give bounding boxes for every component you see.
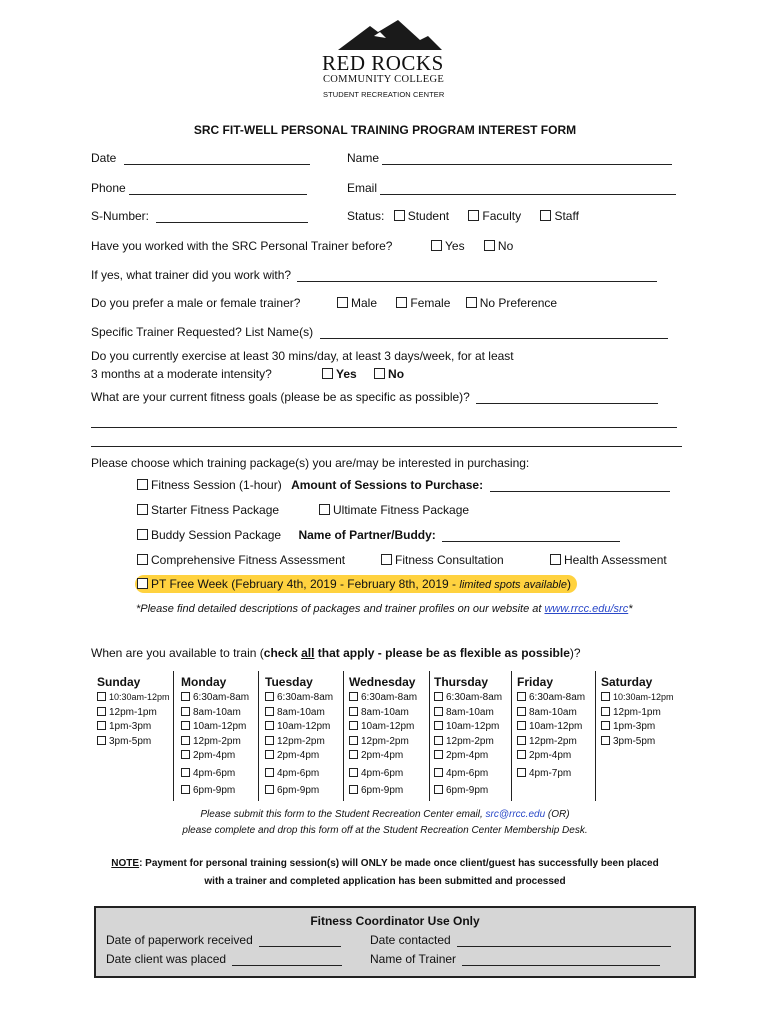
slot-checkbox[interactable] <box>265 736 274 745</box>
note-line1-text: : Payment for personal training session(s) will ONLY be made once client/guest has successfully been placed <box>139 858 659 869</box>
exercise-no-label: No <box>388 367 405 381</box>
day-column-thursday <box>434 675 502 800</box>
ultimate-checkbox[interactable] <box>319 504 330 515</box>
goals-row <box>91 390 658 404</box>
slot-checkbox[interactable] <box>349 768 358 777</box>
slot-checkbox[interactable] <box>434 768 443 777</box>
slot-label: 1pm-3pm <box>109 721 152 732</box>
slot-checkbox[interactable] <box>517 736 526 745</box>
slot-checkbox[interactable] <box>434 721 443 730</box>
status-row <box>347 209 579 223</box>
goals-question: What are your current fitness goals (please be as specific as possible)? <box>91 390 470 404</box>
package-fitness-session-row <box>137 478 670 492</box>
submit-line1-end: (OR) <box>545 809 570 820</box>
status-student-checkbox[interactable] <box>394 210 405 221</box>
slot-label: 4pm-6pm <box>446 767 489 779</box>
slot-label: 6:30am-8am <box>193 692 250 703</box>
slot-label: 12pm-1pm <box>613 706 661 718</box>
packages-note-prefix: *Please find detailed descriptions of packages and trainer profiles on our website at <box>136 603 545 615</box>
slot-label: 2pm-4pm <box>277 750 320 761</box>
exercise-line2: 3 months at a moderate intensity? <box>91 367 272 381</box>
slot-checkbox[interactable] <box>181 707 190 716</box>
consultation-checkbox[interactable] <box>381 554 392 565</box>
availability-table <box>93 669 679 801</box>
slot-label: 4pm-7pm <box>529 767 572 779</box>
status-faculty-label: Faculty <box>482 209 522 223</box>
packages-note <box>136 603 633 615</box>
worked-yes-checkbox[interactable] <box>431 240 442 251</box>
amount-label: Amount of Sessions to Purchase: <box>291 478 484 492</box>
slot-checkbox[interactable] <box>601 707 610 716</box>
day-name: Sunday <box>97 675 141 689</box>
placed-field[interactable] <box>232 953 342 966</box>
slot-label: 3pm-5pm <box>613 735 656 747</box>
slot-checkbox[interactable] <box>434 785 443 794</box>
worked-before-options <box>431 239 513 253</box>
partner-label: Name of Partner/Buddy: <box>298 528 436 542</box>
exercise-line1: Do you currently exercise at least 30 mins/day, at least 3 days/week, for at least <box>91 349 514 363</box>
slot-checkbox[interactable] <box>517 768 526 777</box>
slot-label: 3pm-5pm <box>109 735 152 747</box>
slot-label: 12pm-1pm <box>109 706 157 718</box>
slot-label: 2pm-4pm <box>193 750 236 761</box>
day-name: Friday <box>517 675 554 689</box>
placed-row <box>106 952 342 966</box>
packages-intro: Please choose which training package(s) you are/may be interested in purchasing: <box>91 456 530 470</box>
slot-checkbox[interactable] <box>434 736 443 745</box>
slot-checkbox[interactable] <box>434 750 443 759</box>
slot-checkbox[interactable] <box>601 721 610 730</box>
snumber-field[interactable] <box>156 210 308 223</box>
slot-label: 12pm-2pm <box>277 735 325 747</box>
phone-field[interactable] <box>129 182 307 195</box>
exercise-no-checkbox[interactable] <box>374 368 385 379</box>
slot-checkbox[interactable] <box>265 721 274 730</box>
day-column-friday <box>517 675 585 782</box>
package-free-week-row <box>135 577 577 591</box>
gender-nopref-label: No Preference <box>479 296 558 310</box>
slot-checkbox[interactable] <box>181 785 190 794</box>
slot-label: 12pm-2pm <box>361 735 409 747</box>
buddy-label: Buddy Session Package <box>151 528 282 542</box>
slot-checkbox[interactable] <box>181 721 190 730</box>
slot-label: 2pm-4pm <box>446 750 489 761</box>
free-week-close: ) <box>567 577 571 591</box>
amount-field[interactable] <box>490 479 670 492</box>
packages-note-suffix: * <box>628 603 633 615</box>
slot-checkbox[interactable] <box>265 707 274 716</box>
package-consultation-row <box>381 553 504 567</box>
fitness-session-checkbox[interactable] <box>137 479 148 490</box>
comprehensive-label: Comprehensive Fitness Assessment <box>151 553 346 567</box>
day-name: Tuesday <box>265 675 313 689</box>
mountain-logo-icon <box>318 18 450 52</box>
gender-options <box>337 296 557 310</box>
slot-checkbox[interactable] <box>349 721 358 730</box>
gender-female-checkbox[interactable] <box>396 297 407 308</box>
website-link[interactable]: www.rrcc.edu/src <box>544 603 629 615</box>
health-checkbox[interactable] <box>550 554 561 565</box>
status-label: Status: <box>347 209 385 223</box>
package-buddy-row <box>137 528 620 542</box>
slot-checkbox[interactable] <box>349 707 358 716</box>
trainer-field[interactable] <box>462 953 660 966</box>
slot-label: 10am-12pm <box>446 721 500 732</box>
gender-row <box>91 296 300 310</box>
slot-checkbox[interactable] <box>265 785 274 794</box>
specific-trainer-field[interactable] <box>320 326 668 339</box>
package-health-row <box>550 553 667 567</box>
which-trainer-question: If yes, what trainer did you work with? <box>91 268 292 282</box>
package-comprehensive-row <box>137 553 345 567</box>
email-row <box>347 181 676 195</box>
ultimate-label: Ultimate Fitness Package <box>333 503 470 517</box>
submit-line2: please complete and drop this form off at the Student Recreation Center Membership Desk. <box>182 825 588 836</box>
slot-label: 6pm-9pm <box>361 785 404 796</box>
day-column-saturday <box>601 675 674 750</box>
day-column-wednesday <box>349 675 417 800</box>
date-field[interactable] <box>124 152 310 165</box>
day-name: Thursday <box>434 675 489 689</box>
day-name: Saturday <box>601 675 653 689</box>
slot-checkbox[interactable] <box>265 692 274 701</box>
exercise-yes-label: Yes <box>336 367 357 381</box>
slot-checkbox[interactable] <box>181 768 190 777</box>
trainer-row <box>370 952 660 966</box>
slot-checkbox[interactable] <box>434 692 443 701</box>
day-name: Wednesday <box>349 675 416 689</box>
coordinator-title: Fitness Coordinator Use Only <box>310 914 480 928</box>
slot-checkbox[interactable] <box>434 707 443 716</box>
buddy-checkbox[interactable] <box>137 529 148 540</box>
contacted-label: Date contacted <box>370 933 451 947</box>
phone-row <box>91 181 307 195</box>
free-week-note: limited spots available <box>459 579 567 591</box>
slot-checkbox[interactable] <box>349 692 358 701</box>
slot-checkbox[interactable] <box>349 736 358 745</box>
slot-label: 6:30am-8am <box>361 692 418 703</box>
gender-question: Do you prefer a male or female trainer? <box>91 296 301 310</box>
starter-checkbox[interactable] <box>137 504 148 515</box>
specific-trainer-row <box>91 325 668 339</box>
contacted-row <box>370 933 671 947</box>
name-row <box>347 151 672 165</box>
health-label: Health Assessment <box>564 553 667 567</box>
received-row <box>106 933 341 947</box>
availability-prompt-all: all <box>301 646 315 660</box>
page-title: SRC FIT-WELL PERSONAL TRAINING PROGRAM INTEREST FORM <box>193 123 577 137</box>
slot-checkbox[interactable] <box>349 785 358 794</box>
slot-label: 4pm-6pm <box>193 767 236 779</box>
trainer-label: Name of Trainer <box>370 952 457 966</box>
exercise-options <box>322 367 404 381</box>
day-column-monday <box>181 675 249 800</box>
slot-checkbox[interactable] <box>97 707 106 716</box>
worked-no-label: No <box>497 239 514 253</box>
consultation-label: Fitness Consultation <box>395 553 504 567</box>
contacted-field[interactable] <box>457 934 671 947</box>
gender-male-checkbox[interactable] <box>337 297 348 308</box>
status-staff-checkbox[interactable] <box>540 210 551 221</box>
day-column-sunday <box>97 675 170 750</box>
availability-prompt-start: When are you available to train ( <box>91 646 264 660</box>
slot-label: 6pm-9pm <box>446 785 489 796</box>
day-column-tuesday <box>265 675 333 800</box>
free-week-label: PT Free Week (February 4th, 2019 - February 8th, 2019 - <box>151 577 460 591</box>
snumber-row <box>91 209 308 223</box>
slot-checkbox[interactable] <box>265 750 274 759</box>
starter-label: Starter Fitness Package <box>151 503 280 517</box>
slot-label: 8am-10am <box>529 706 577 718</box>
name-field[interactable] <box>382 152 672 165</box>
worked-no-checkbox[interactable] <box>484 240 495 251</box>
email-field[interactable] <box>380 182 676 195</box>
slot-label: 4pm-6pm <box>277 767 320 779</box>
package-ultimate-row <box>319 503 469 517</box>
package-starter-row <box>137 503 279 517</box>
slot-label: 10am-12pm <box>277 721 331 732</box>
goals-field-1[interactable] <box>476 391 658 404</box>
slot-label: 8am-10am <box>277 706 325 718</box>
free-week-highlight <box>135 575 577 593</box>
note-label: NOTE <box>111 858 140 869</box>
gender-nopref-checkbox[interactable] <box>466 297 477 308</box>
slot-checkbox[interactable] <box>601 692 610 701</box>
slot-label: 6pm-9pm <box>193 785 236 796</box>
slot-label: 12pm-2pm <box>193 735 241 747</box>
slot-label: 8am-10am <box>193 706 241 718</box>
slot-label: 6:30am-8am <box>277 692 334 703</box>
slot-label: 8am-10am <box>446 706 494 718</box>
slot-checkbox[interactable] <box>517 750 526 759</box>
submit-line1 <box>0 809 770 820</box>
availability-prompt-bold2: that apply - please be as flexible as possible <box>314 646 570 660</box>
slot-checkbox[interactable] <box>181 736 190 745</box>
slot-label: 6:30am-8am <box>529 692 586 703</box>
slot-label: 10:30am-12pm <box>613 692 674 702</box>
date-label: Date <box>91 151 117 165</box>
payment-note-line1 <box>0 858 770 869</box>
slot-label: 10am-12pm <box>529 721 583 732</box>
partner-field[interactable] <box>442 529 620 542</box>
slot-checkbox[interactable] <box>349 750 358 759</box>
payment-note-line2: with a trainer and completed application has been submitted and processed <box>204 876 566 887</box>
slot-label: 12pm-2pm <box>446 735 494 747</box>
slot-label: 10:30am-12pm <box>109 692 170 702</box>
placed-label: Date client was placed <box>106 952 227 966</box>
which-trainer-row <box>91 268 657 282</box>
worked-before-question: Have you worked with the SRC Personal Trainer before? <box>91 239 393 253</box>
slot-checkbox[interactable] <box>601 736 610 745</box>
slot-label: 10am-12pm <box>361 721 415 732</box>
logo-line2: COMMUNITY COLLEGE <box>323 74 445 85</box>
status-staff-label: Staff <box>554 209 579 223</box>
slot-checkbox[interactable] <box>265 768 274 777</box>
which-trainer-field[interactable] <box>297 269 657 282</box>
email-label: Email <box>347 181 378 195</box>
name-label: Name <box>347 151 380 165</box>
slot-label: 12pm-2pm <box>529 735 577 747</box>
slot-label: 2pm-4pm <box>529 750 572 761</box>
snumber-label: S-Number: <box>91 209 150 223</box>
free-week-checkbox[interactable] <box>137 578 148 589</box>
fitness-session-label: Fitness Session (1-hour) <box>151 478 282 492</box>
availability-prompt-bold1: check <box>263 646 302 660</box>
received-label: Date of paperwork received <box>106 933 253 947</box>
slot-checkbox[interactable] <box>517 721 526 730</box>
slot-label: 1pm-3pm <box>613 721 656 732</box>
slot-checkbox[interactable] <box>97 721 106 730</box>
worked-before-row <box>91 239 392 253</box>
slot-checkbox[interactable] <box>517 707 526 716</box>
slot-label: 8am-10am <box>361 706 409 718</box>
slot-checkbox[interactable] <box>181 692 190 701</box>
phone-label: Phone <box>91 181 126 195</box>
availability-prompt-end: )? <box>569 646 581 660</box>
submit-email-link[interactable]: src@rrcc.edu <box>485 809 546 820</box>
slot-label: 10am-12pm <box>193 721 247 732</box>
worked-yes-label: Yes <box>445 239 465 253</box>
received-field[interactable] <box>259 934 341 947</box>
specific-trainer-question: Specific Trainer Requested? List Name(s) <box>91 325 314 339</box>
slot-label: 6pm-9pm <box>277 785 320 796</box>
status-faculty-checkbox[interactable] <box>468 210 479 221</box>
slot-checkbox[interactable] <box>517 692 526 701</box>
slot-checkbox[interactable] <box>181 750 190 759</box>
day-name: Monday <box>181 675 227 689</box>
availability-prompt <box>91 646 581 660</box>
slot-checkbox[interactable] <box>97 692 106 701</box>
goals-field-2[interactable] <box>91 415 677 428</box>
logo-line1: RED ROCKS <box>322 51 444 75</box>
slot-label: 4pm-6pm <box>361 767 404 779</box>
logo-line3: STUDENT RECREATION CENTER <box>323 90 445 99</box>
coordinator-box <box>94 906 696 978</box>
status-student-label: Student <box>407 209 450 223</box>
slot-checkbox[interactable] <box>97 736 106 745</box>
exercise-yes-checkbox[interactable] <box>322 368 333 379</box>
submit-line1-start: Please submit this form to the Student Recreation Center email, <box>200 809 486 820</box>
goals-field-3[interactable] <box>91 434 682 447</box>
slot-label: 6:30am-8am <box>446 692 503 703</box>
comprehensive-checkbox[interactable] <box>137 554 148 565</box>
gender-female-label: Female <box>410 296 451 310</box>
slot-label: 2pm-4pm <box>361 750 404 761</box>
date-row <box>91 151 310 165</box>
gender-male-label: Male <box>351 296 378 310</box>
logo <box>318 18 450 100</box>
